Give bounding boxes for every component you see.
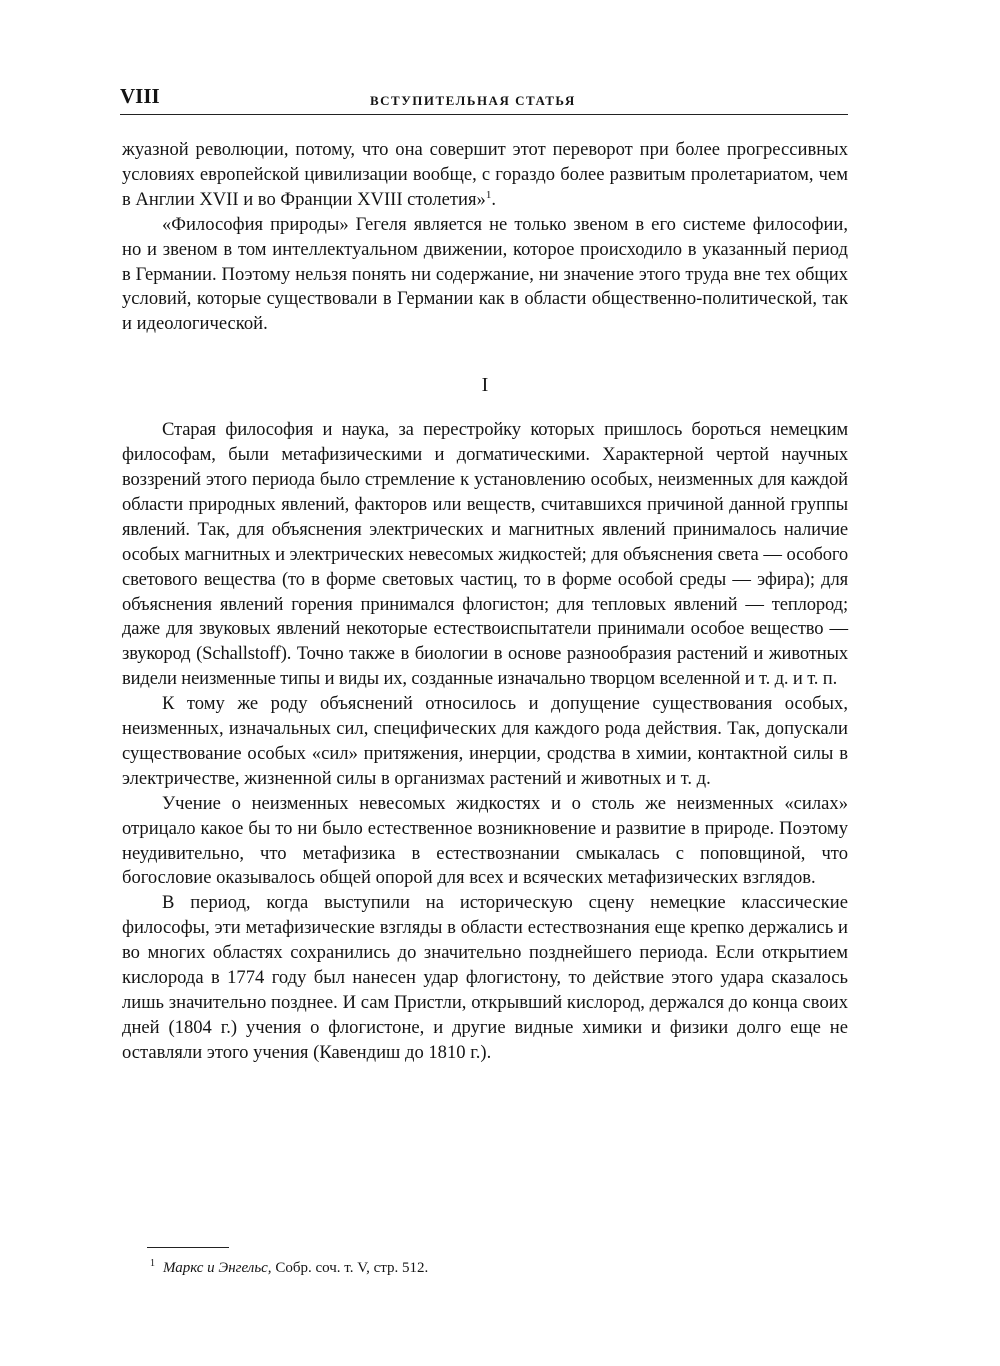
section-heading: I (481, 374, 489, 397)
page-number: VIII (120, 84, 160, 108)
main-text (122, 138, 848, 1066)
footnote-ref[interactable]: 1 (485, 188, 492, 201)
page-header (120, 84, 848, 115)
paragraph: Старая философия и наука, за перестройку которых пришлось бороться немецким философам, были метафизическими и догматическими. Характерной чертой научных воззрений этого периода было стремление к установлению особых, неизменных для каждой области природных явлений, факторов или веществ, считавшихся причиной данной группы явлений. Так, для объяснения электрических и магнитных явлений принималось наличие особых магнитных и электрических невесомых жидкостей; для объяснения света — особого светового вещества (то в форме световых частиц, то в форме особой среды — эфира); для объяснения явлений горения принимался флогистон; для тепловых явлений — теплород; даже для звуковых явлений некоторые естествоиспытатели принимали особое вещество — звукород (Schallstoff). Точно также в биологии в основе разнообразия растений и животных видели неизменные типы и виды их, созданные изначально творцом вселенной и т. д. и т. п. (122, 419, 848, 690)
paragraph-continuation (122, 138, 848, 213)
footnote-authors: Маркс и Энгельс, (163, 1260, 272, 1276)
continuation-text: жуазной революции, потому, что она совершит этот переворот при более прогрессивных условиях европейской цивилизации вообще, с гораздо более развитым пролетариатом, чем в Англии XVII и во Франции XVIII столетия» (122, 139, 848, 210)
paragraph: В период, когда выступили на историческую сцену немецкие классические философы, эти метафизические взгляды в области естествознания еще крепко держались и во многих областях сохранились до значительно позднейшего периода. Если открытием кислорода в 1774 году был нанесен удар флогистону, то действие этого удара сказалось лишь значительно позднее. И сам Пристли, открывший кислород, держался до конца своих дней (1804 г.) учения о флогистоне, и другие видные химики и физики долго еще не оставляли этого учения (Кавендиш до 1810 г.). (122, 892, 848, 1063)
continuation-end: . (491, 188, 496, 210)
paragraph: «Философия природы» Гегеля является не только звеном в его системе философии, но и звеном в том интеллектуальном движении, которое происходило в указанный период в Германии. Поэтому нельзя понять ни содержание, ни значение этого труда вне тех общих условий, которые существовали в Германии как в области общественно-политической, так и идеологической. (122, 213, 848, 335)
paragraph: Учение о неизменных невесомых жидкостях и о столь же неизменных «силах» отрицало какое бы то ни было естественное возникновение и развитие в природе. Поэтому неудивительно, что метафизика в естествознании смыкалась с поповщиной, что богословие оказывалось общей опорой для всех и всяческих метафизических взглядов. (122, 792, 848, 889)
paragraph: К тому же роду объяснений относилось и допущение существования особых, неизменных, изначальных сил, специфических для каждого рода действия. Так, допускали существование особых «сил» притяжения, инерции, сродства в химии, контактной силы в электричестве, жизненной силы в организмах растений и животных и т. д. (122, 693, 848, 789)
footnote-citation: Собр. соч. т. V, стр. 512. (275, 1260, 429, 1276)
running-title: ВСТУПИТЕЛЬНАЯ СТАТЬЯ (370, 93, 576, 108)
footnote-marker: 1 (150, 1258, 155, 1269)
footnote (150, 1258, 850, 1277)
footnote-divider (147, 1247, 229, 1248)
